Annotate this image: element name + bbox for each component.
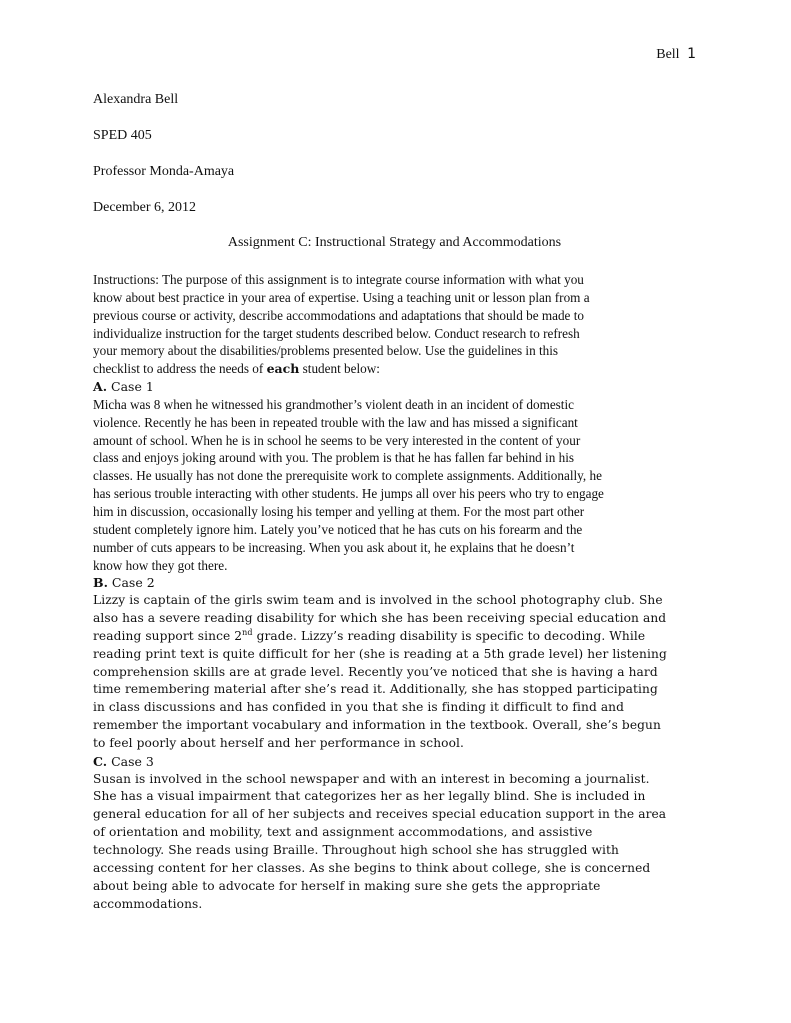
- case-c-line: Susan is involved in the school newspaper and with an interest in becoming a journalist.: [93, 771, 650, 786]
- case-a-line: student completely ignore him. Lately you’ve noticed that he has cuts on his forearm and the: [93, 521, 583, 537]
- case-c-line: She has a visual impairment that categorizes her as her legally blind. She is included in: [93, 789, 646, 804]
- case-c-line: accessing content for her classes. As she begins to think about college, she is concerned: [93, 860, 651, 875]
- case-a-description: [93, 396, 698, 574]
- case-b-text: grade. Lizzy’s reading disability is specific to decoding. While: [252, 628, 646, 643]
- professor-name: Professor Monda-Amaya: [93, 164, 235, 179]
- case-b-line: to feel poorly about herself and her performance in school.: [93, 735, 464, 750]
- case-c-label: C.: [93, 753, 108, 769]
- case-b-line: also has a severe reading disability for which she has been receiving special education and: [93, 611, 667, 626]
- case-c-line: technology. She reads using Braille. Throughout high school she has struggled with: [93, 843, 619, 857]
- instructions-text: student below:: [299, 361, 380, 377]
- case-c-description: [93, 771, 698, 914]
- case-b-title: Case 2: [107, 575, 155, 591]
- case-c-line: general education for all of her subjects and receives special education support in the area: [93, 807, 667, 822]
- case-a-line: class and enjoys joking around with you. The problem is that he has fallen far behind in his: [93, 450, 575, 466]
- instructions-line: your memory about the disabilities/problems presented below. Use the guidelines in this: [93, 343, 559, 359]
- case-c-title: Case 3: [107, 753, 154, 769]
- case-b-description: [93, 592, 698, 753]
- case-c-heading: [93, 753, 698, 771]
- case-a-title: Case 1: [107, 379, 154, 395]
- case-a-line: know how they got there.: [93, 557, 228, 573]
- case-a-label: A.: [93, 379, 108, 395]
- submission-date: December 6, 2012: [93, 200, 197, 215]
- case-b-line: reading print text is quite difficult for her (she is reading at a 5th grade level) her listening: [93, 646, 667, 661]
- case-b-label: B.: [93, 575, 108, 591]
- case-c-line: of orientation and mobility, text and assignment accommodations, and assistive: [93, 825, 593, 840]
- case-b-line: Lizzy is captain of the girls swim team and is involved in the school photography club. She: [93, 593, 663, 608]
- page-number: 1: [687, 46, 696, 62]
- instructions-emphasis: each: [266, 361, 300, 377]
- case-a-line: violence. Recently he has been in repeated trouble with the law and has missed a significant: [93, 414, 578, 430]
- case-c-line: accommodations.: [93, 896, 203, 911]
- case-b-line: remember the important vocabulary and information in the textbook. Overall, she’s begun: [93, 718, 661, 733]
- instructions-line: know about best practice in your area of expertise. Using a teaching unit or lesson plan from a: [93, 289, 590, 305]
- case-a-line: amount of school. When he is in school he seems to be very interested in the content of your: [93, 432, 581, 448]
- case-b-line: time remembering material after she’s read it. Additionally, she has stopped participating: [93, 682, 658, 697]
- instructions-line: individualize instruction for the target students described below. Conduct research to refresh: [93, 325, 580, 341]
- case-b-line: in class discussions and has confided in you that she is finding it difficult to find and: [93, 700, 625, 715]
- case-a-line: him in discussion, occasionally losing his temper and yelling at them. For the most part other: [93, 503, 585, 519]
- course-code: SPED 405: [93, 128, 152, 143]
- student-name: Alexandra Bell: [93, 92, 179, 107]
- case-b-line: comprehension skills are at grade level. Recently you’ve noticed that she is having a hard: [93, 664, 658, 679]
- instructions-line: previous course or activity, describe accommodations and adaptations that should be made to: [93, 307, 584, 323]
- case-b-text: reading support since 2: [93, 628, 243, 643]
- document-body: [93, 271, 698, 913]
- instructions-text: checklist to address the needs of: [93, 361, 267, 377]
- case-a-heading: [93, 378, 698, 396]
- instructions-line: Instructions: The purpose of this assignment is to integrate course information with what you: [93, 272, 584, 287]
- case-a-line: classes. He usually has not done the prerequisite work to complete assignments. Additionally, he: [93, 468, 602, 484]
- ordinal-suffix: nd: [242, 627, 253, 637]
- instructions-last-line: [93, 360, 698, 378]
- running-head-author: Bell: [656, 47, 680, 62]
- running-head: [656, 46, 696, 63]
- case-a-line: number of cuts appears to be increasing. When you ask about it, he explains that he doesn’t: [93, 539, 575, 555]
- assignment-title: Assignment C: Instructional Strategy and Accommodations: [227, 235, 562, 250]
- case-a-line: has serious trouble interacting with other students. He jumps all over his peers who try to engage: [93, 486, 604, 502]
- case-c-line: about being able to advocate for herself in making sure she gets the appropriate: [93, 878, 601, 893]
- case-b-heading: [93, 574, 698, 592]
- case-a-line: Micha was 8 when he witnessed his grandmother’s violent death in an incident of domestic: [93, 396, 574, 412]
- case-b-line: [93, 628, 698, 646]
